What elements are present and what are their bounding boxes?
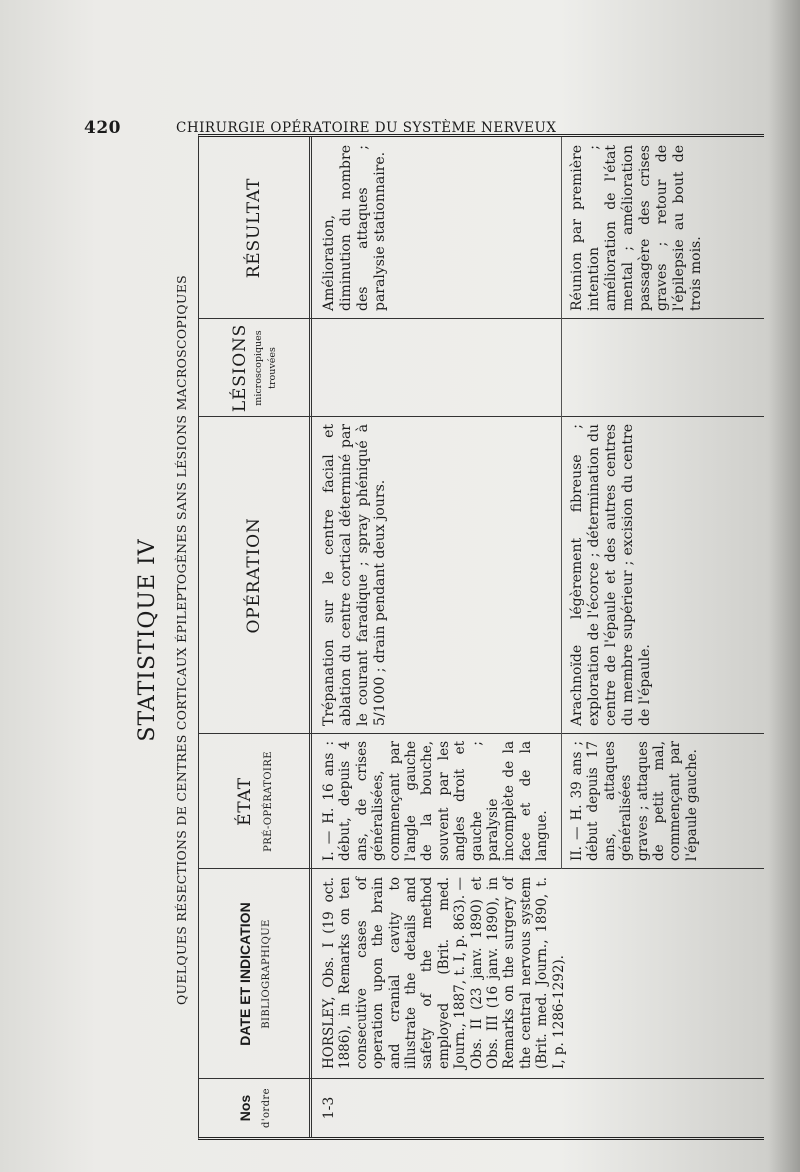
- header-resultat: RÉSULTAT: [244, 177, 264, 279]
- row-1-num: 1-3: [321, 1096, 337, 1120]
- row-2-resultat: Réunion par première intention ; amélioration de l'état mental ; amélioration passagère des crises graves ; retour de l'épilepsie au bout de trois mois.: [569, 145, 704, 311]
- table-header-row: [199, 137, 312, 1137]
- table-title: STATISTIQUE IV: [135, 538, 160, 742]
- header-operation: OPÉRATION: [244, 517, 264, 634]
- column-rule: [199, 1078, 764, 1079]
- row-1-etat: I. — H. 16 ans : début, depuis 4 ans, de crises généralisées, commençant par l'angle gauche de la bouche, souvent par les angles droit et gauche ; paralysie incomplète de la face et de la langue.: [321, 741, 551, 861]
- rotated-table-block: [130, 140, 770, 1140]
- column-rule: [199, 868, 764, 869]
- header-num: Nos d'ordre: [236, 1088, 272, 1128]
- row-1-date: HORSLEY, Obs. I (19 oct. 1886), in Remarks on ten consecutive cases of operation upon the brain and cranial cavity to illustrate the details and safety of the method employed (Brit. med. Journ., 1887, t. I, p. 863). — Obs. II (23 janv. 1890) et Obs. III (16 janv. 1890), in Remarks on the surgery of the central nervous system (Brit. med. Journ., 1890, t. I, p. 1286-1292).: [321, 877, 567, 1069]
- row-1-operation: Trépanation sur le centre facial et ablation du centre cortical déterminé par le courant faradique ; spray phéniqué à 5/1000 ; drain pendant deux jours.: [321, 424, 388, 726]
- row-2-operation: Arachnoïde légèrement fibreuse ; exploration de l'écorce ; détermination du centre de l'épaule et des autres centres du membre supérieur ; excision du centre de l'épaule.: [569, 424, 653, 726]
- header-date: DATE ET INDICATION BIBLIOGRAPHIQUE: [236, 902, 272, 1046]
- column-rule: [199, 318, 764, 319]
- statistics-table: [198, 134, 764, 1140]
- row-separator: [561, 137, 562, 869]
- row-2-etat: II. — H. 39 ans ; début depuis 17 ans, attaques généralisées graves ; attaques de petit mal, commençant par l'épaule gauche.: [569, 741, 700, 861]
- table-subtitle: QUELQUES RÉSECTIONS DE CENTRES CORTICAUX ÉPILEPTOGÈNES SANS LÉSIONS MACROSCOPIQUES: [174, 274, 189, 1006]
- column-rule: [199, 733, 764, 734]
- running-title: CHIRURGIE OPÉRATOIRE DU SYSTÈME NERVEUX: [176, 120, 557, 136]
- header-lesions: LÉSIONS microscopiques trouvées: [230, 323, 278, 413]
- column-rule: [199, 416, 764, 417]
- row-1-resultat: Amélioration, diminution du nombre des attaques ; paralysie stationnaire.: [321, 145, 388, 311]
- page-number: 420: [84, 118, 121, 138]
- header-etat: ÉTAT PRÉ-OPÉRATOIRE: [234, 751, 274, 852]
